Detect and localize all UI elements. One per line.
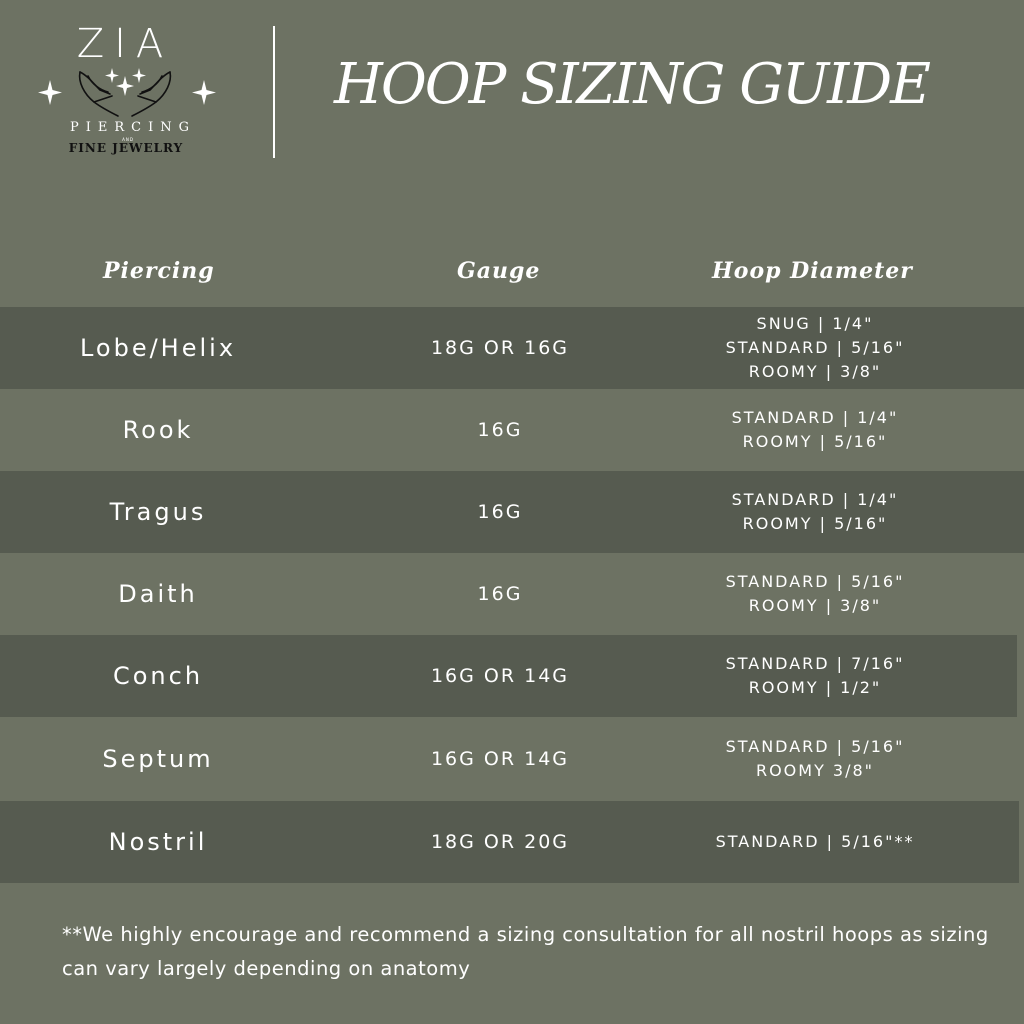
piercing-name: Nostril [108,828,208,856]
brand-line-piercing: PIERCING [69,120,196,135]
diameter-option: ROOMY | 3/8" [748,596,882,615]
table-row [0,307,1024,389]
column-header-hoop-diameter: Hoop Diameter [712,258,913,284]
table-row [0,635,1017,717]
diameter-option: ROOMY | 1/2" [748,678,882,697]
piercing-name: Conch [112,662,204,690]
table-row [0,389,1024,471]
diameter-option: STANDARD | 5/16" [725,737,905,756]
footnote: **We highly encourage and recommend a sizing consultation for all nostril hoops as sizing can vary largely depending on anatomy [62,923,989,980]
gauge-value: 16G [477,501,523,523]
page-title: HOOP SIZING GUIDE [334,52,930,117]
diameter-option: ROOMY | 5/16" [742,514,888,533]
diameter-option: ROOMY | 5/16" [742,432,888,451]
brand-name: ZIA [76,21,174,67]
hoop-diameter [690,635,940,717]
column-header-piercing: Piercing [103,258,215,284]
sparkle-icon [192,80,216,105]
diameter-option: STANDARD | 5/16" [725,572,905,591]
diameter-option: SNUG | 1/4" [756,314,874,333]
gauge-value: 18G OR 20G [430,831,570,853]
hoop-diameter [690,307,940,389]
gauge-value: 16G OR 14G [430,748,570,770]
piercing-name: Tragus [109,498,207,526]
hoop-diameter [690,471,940,553]
gauge-value: 18G OR 16G [430,337,570,359]
table-row [0,801,1019,883]
diameter-option: STANDARD | 5/16" [725,338,905,357]
diameter-option: ROOMY 3/8" [755,761,875,780]
diameter-option: STANDARD | 1/4" [731,408,899,427]
column-header-gauge: Gauge [457,258,541,284]
diameter-option: STANDARD | 1/4" [731,490,899,509]
brand-line-and: AND [122,137,134,142]
diameter-option: STANDARD | 5/16"** [715,832,915,851]
table-row [0,471,1024,553]
piercing-name: Septum [102,745,214,773]
piercing-name: Daith [118,580,198,608]
gauge-value: 16G OR 14G [430,665,570,687]
table-row [0,717,1024,801]
brand-line-fine-jewelry: FINE JEWELRY [68,141,184,155]
diameter-option: STANDARD | 7/16" [725,654,905,673]
gauge-value: 16G [477,419,523,441]
sparkle-icon [116,76,134,96]
header-divider [273,26,275,158]
hoop-diameter [690,717,940,801]
piercing-name: Rook [122,416,194,444]
piercing-name: Lobe/Helix [79,334,237,362]
hoop-diameter [690,389,940,471]
hoop-diameter [690,801,940,883]
logo-artwork [30,64,230,120]
hoop-diameter [690,553,940,635]
sparkle-icon [105,68,119,83]
sparkle-icon [132,68,146,83]
brand-logo [30,22,230,162]
diameter-option: ROOMY | 3/8" [748,362,882,381]
sparkle-icon [38,80,62,105]
gauge-value: 16G [477,583,523,605]
table-row [0,553,1024,635]
